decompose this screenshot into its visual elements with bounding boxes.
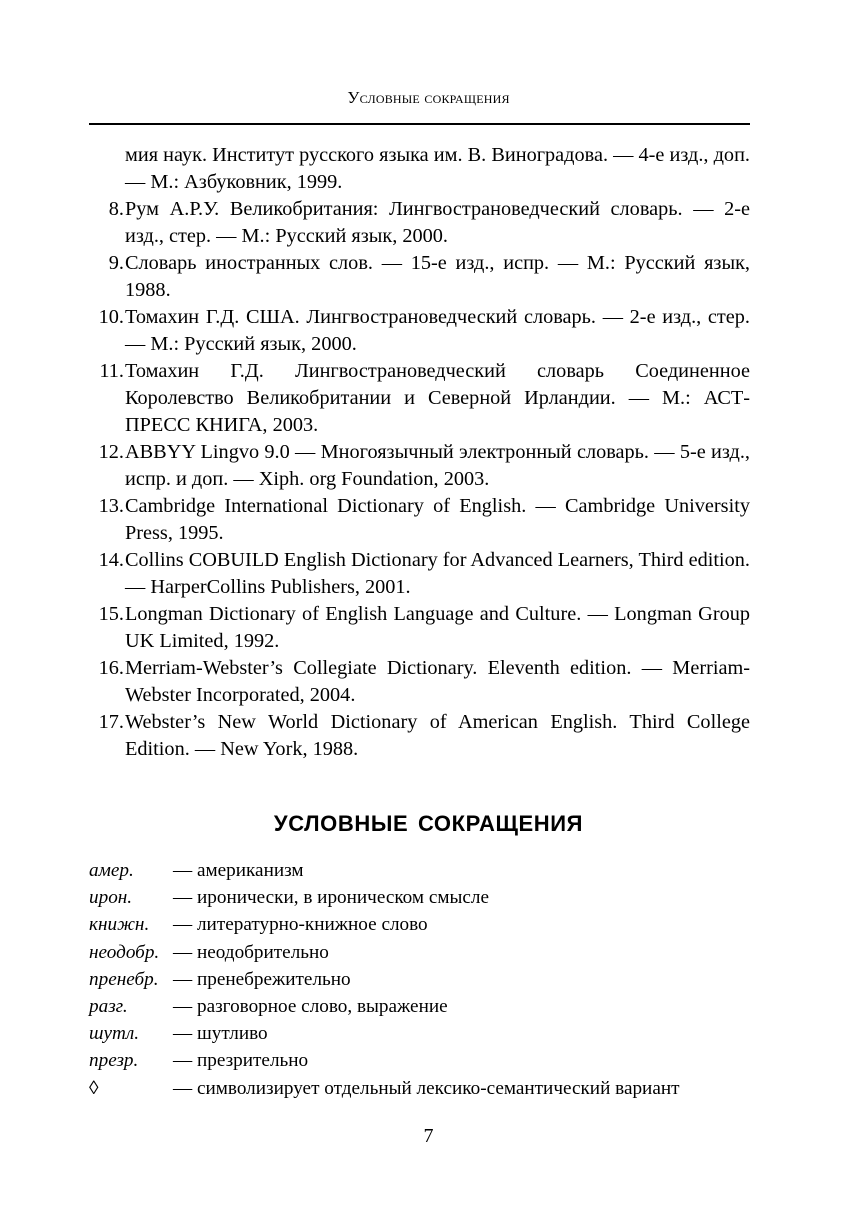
entry-number: 10. — [98, 306, 124, 328]
abbreviation-term: ирон. — [89, 887, 133, 909]
entry-text: ABBYY Lingvo 9.0 — Многоязычный электронный словарь. — 5-е изд., испр. и доп. — Xiph. org Foundation, 2003. — [125, 441, 750, 490]
abbreviation-row — [89, 1047, 750, 1074]
abbreviation-term: презр. — [89, 1050, 139, 1072]
bibliography-entry — [89, 709, 750, 763]
abbreviation-definition: — литературно-книжное слово — [173, 914, 428, 936]
lozenge-icon: ◊ — [89, 1077, 99, 1099]
entry-text: Рум А.Р.У. Великобритания: Лингвострановедческий словарь. — 2-е изд., стер. — М.: Русский язык, 2000. — [125, 198, 750, 247]
entry-number: 8. — [108, 198, 124, 220]
entry-text: Merriam-Webster’s Collegiate Dictionary. Eleventh edition. — Merriam-Webster Incorporated, 2004. — [125, 657, 750, 706]
entry-number: 12. — [98, 441, 124, 463]
abbreviation-definition: — шутливо — [173, 1023, 268, 1045]
entry-number: 14. — [98, 549, 124, 571]
bibliography-entry — [89, 142, 750, 196]
entry-text: Томахин Г.Д. Лингвострановедческий словарь Соединенное Королевство Великобритании и Северной Ирландии. — М.: АСТ-ПРЕСС КНИГА, 2003. — [125, 360, 750, 436]
entry-number: 13. — [98, 495, 124, 517]
bibliography-entry — [89, 655, 750, 709]
abbreviation-row — [89, 939, 750, 966]
entry-number: 9. — [108, 252, 124, 274]
bibliography-entry — [89, 601, 750, 655]
entry-text: Словарь иностранных слов. — 15-е изд., испр. — М.: Русский язык, 1988. — [125, 252, 750, 301]
abbreviation-row — [89, 1020, 750, 1047]
abbreviation-row — [89, 884, 750, 911]
abbreviation-definition: — пренебрежительно — [173, 968, 351, 990]
running-head: Условные сокращения — [347, 88, 510, 107]
entry-text: Cambridge International Dictionary of English. — Cambridge University Press, 1995. — [125, 495, 750, 544]
bibliography-entry — [89, 250, 750, 304]
bibliography-entry — [89, 547, 750, 601]
bibliography-entry — [89, 493, 750, 547]
abbreviation-row — [89, 993, 750, 1020]
abbreviation-row — [89, 857, 750, 884]
abbreviation-definition: — символизирует отдельный лексико-семантический вариант — [173, 1077, 680, 1099]
bibliography-entry — [89, 304, 750, 358]
bibliography-entry — [89, 196, 750, 250]
bibliography-list — [89, 142, 750, 763]
abbreviation-row — [89, 966, 750, 993]
entry-number: 16. — [98, 657, 124, 679]
abbreviation-row — [89, 1075, 750, 1102]
abbreviation-term: пренебр. — [89, 968, 159, 990]
entry-text: Webster’s New World Dictionary of American English. Third College Edition. — New York, 1988. — [125, 711, 750, 760]
abbreviation-definition: — американизм — [173, 860, 304, 881]
entry-text: Collins COBUILD English Dictionary for Advanced Learners, Third edition. — HarperCollins Publishers, 2001. — [125, 549, 750, 598]
bibliography-entry — [89, 358, 750, 439]
abbreviation-term: шутл. — [89, 1023, 140, 1045]
abbreviations-list — [89, 857, 750, 1102]
entry-text: Томахин Г.Д. США. Лингвострановедческий словарь. — 2-е изд., стер. — М.: Русский язык, 2000. — [125, 306, 750, 355]
entry-number: 11. — [99, 360, 124, 382]
abbreviation-term: неодобр. — [89, 941, 160, 963]
page-number: 7 — [423, 1125, 434, 1147]
section-title: УСЛОВНЫЕ СОКРАЩЕНИЯ — [273, 811, 584, 836]
abbreviation-term: книжн. — [89, 914, 150, 936]
abbreviation-row — [89, 911, 750, 938]
entry-number: 17. — [98, 711, 124, 733]
entry-text: мия наук. Институт русского языка им. В. Виноградова. — 4-е изд., доп. — М.: Азбуковник, 1999. — [125, 144, 750, 193]
abbreviation-definition: — презрительно — [173, 1050, 309, 1072]
abbreviation-definition: — разговорное слово, выражение — [173, 996, 448, 1018]
entry-number: 15. — [98, 603, 124, 625]
entry-text: Longman Dictionary of English Language and Culture. — Longman Group UK Limited, 1992. — [125, 603, 750, 652]
bibliography-entry — [89, 439, 750, 493]
abbreviation-definition: — неодобрительно — [173, 941, 329, 963]
header-rule — [89, 123, 750, 125]
abbreviation-definition: — иронически, в ироническом смысле — [173, 887, 490, 909]
abbreviation-term: амер. — [89, 860, 134, 881]
abbreviation-term: разг. — [89, 996, 128, 1018]
